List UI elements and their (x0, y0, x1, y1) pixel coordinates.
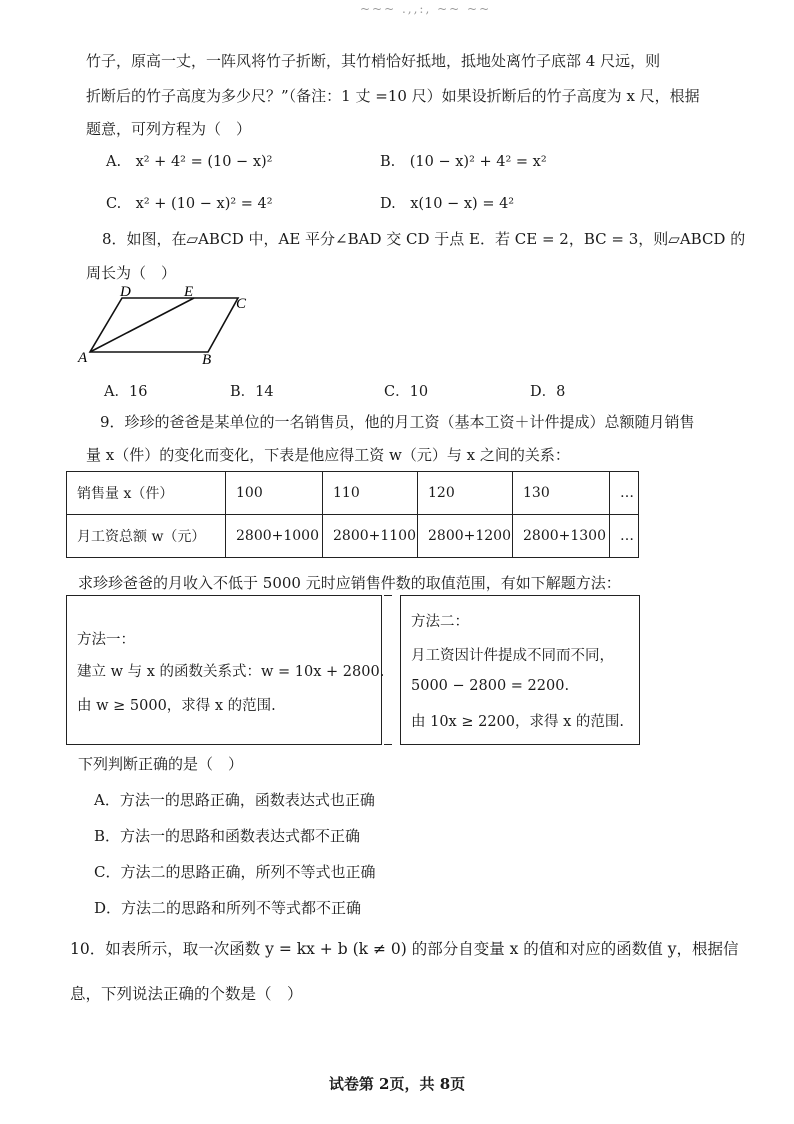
table-cell: … (610, 472, 639, 515)
table-cell: 120 (418, 472, 513, 515)
q7-option-c: C. x² + (10 − x)² = 4² (106, 196, 273, 212)
method-one-line-1: 建立 w 与 x 的函数关系式：w = 10x + 2800. (77, 664, 385, 680)
header-scan-noise: ~~~ .,,:, ~~ ~~ (360, 2, 492, 16)
q8-line-2: 周长为（ ） (86, 264, 177, 282)
table-row (67, 515, 639, 558)
q8-option-d: D．8 (530, 384, 566, 400)
q9-line-2: 量 x（件）的变化而变化，下表是他应得工资 w（元）与 x 之间的关系： (86, 446, 570, 464)
table-cell: 2800+1200 (418, 515, 513, 558)
parallelogram-abcd (90, 298, 238, 352)
label-a: A (78, 350, 88, 366)
table-cell: … (610, 515, 639, 558)
q7-line-3: 题意，可列方程为（ ） (86, 120, 252, 138)
label-e: E (184, 284, 194, 300)
q10-line-1: 10．如表所示，取一次函数 y = kx + b (k ≠ 0) 的部分自变量 x 的值和对应的函数值 y，根据信 (70, 940, 739, 958)
q9-judge-prompt: 下列判断正确的是（ ） (78, 755, 244, 773)
table-row (67, 472, 639, 515)
table-cell: 2800+1100 (323, 515, 418, 558)
label-d: D (120, 284, 131, 300)
q9-option-b: B．方法一的思路和函数表达式都不正确 (94, 827, 361, 845)
q7-line-2: 折断后的竹子高度为多少尺？”（备注：1 丈 =10 尺）如果设折断后的竹子高度为 x 尺，根据 (86, 87, 700, 105)
q7-option-a: A. x² + 4² = (10 − x)² (106, 154, 273, 170)
method-two-line-1: 月工资因计件提成不同而不同， (411, 648, 614, 664)
method-two-line-2: 5000 − 2800 = 2200. (411, 678, 570, 694)
q7-option-b: B. (10 − x)² + 4² = x² (380, 154, 547, 170)
q9-option-a: A．方法一的思路正确，函数表达式也正确 (94, 791, 375, 809)
q9-option-c: C．方法二的思路正确，所列不等式也正确 (94, 863, 376, 881)
q8-option-b: B．14 (230, 384, 274, 400)
table-cell: 130 (513, 472, 610, 515)
q7-option-d: D. x(10 − x) = 4² (380, 196, 515, 212)
q9-line-3: 求珍珍爸爸的月收入不低于 5000 元时应销售件数的取值范围，有如下解题方法： (78, 574, 621, 592)
sales-wage-table (66, 471, 639, 558)
table-cell: 2800+1300 (513, 515, 610, 558)
label-c: C (236, 296, 247, 312)
q7-line-1: 竹子，原高一丈，一阵风将竹子折断，其竹梢恰好抵地，抵地处离竹子底部 4 尺远，则 (86, 52, 661, 70)
method-divider (384, 595, 392, 745)
table-header-sales: 销售量 x（件） (67, 472, 226, 515)
table-cell: 110 (323, 472, 418, 515)
method-two-title: 方法二： (411, 614, 469, 630)
parallelogram-figure (76, 284, 276, 374)
method-two-box (400, 595, 640, 745)
method-one-box (66, 595, 385, 745)
q9-line-1: 9．珍珍的爸爸是某单位的一名销售员，他的月工资（基本工资＋计件提成）总额随月销售 (100, 413, 695, 431)
table-header-wage: 月工资总额 w（元） (67, 515, 226, 558)
q8-option-c: C．10 (384, 384, 429, 400)
q8-option-a: A．16 (104, 384, 148, 400)
page-footer: 试卷第 2页，共 8页 (328, 1075, 466, 1093)
method-one-line-2: 由 w ≥ 5000，求得 x 的范围. (77, 698, 276, 714)
method-one-title: 方法一： (77, 632, 135, 648)
table-cell: 100 (226, 472, 323, 515)
label-b: B (202, 352, 212, 368)
method-two-line-3: 由 10x ≥ 2200，求得 x 的范围. (411, 714, 625, 730)
q8-line-1: 8．如图，在▱ABCD 中，AE 平分∠BAD 交 CD 于点 E．若 CE = 2，BC = 3，则▱ABCD 的 (102, 230, 746, 248)
q10-line-2: 息，下列说法正确的个数是（ ） (70, 985, 303, 1003)
q9-option-d: D．方法二的思路和所列不等式都不正确 (94, 899, 362, 917)
table-cell: 2800+1000 (226, 515, 323, 558)
